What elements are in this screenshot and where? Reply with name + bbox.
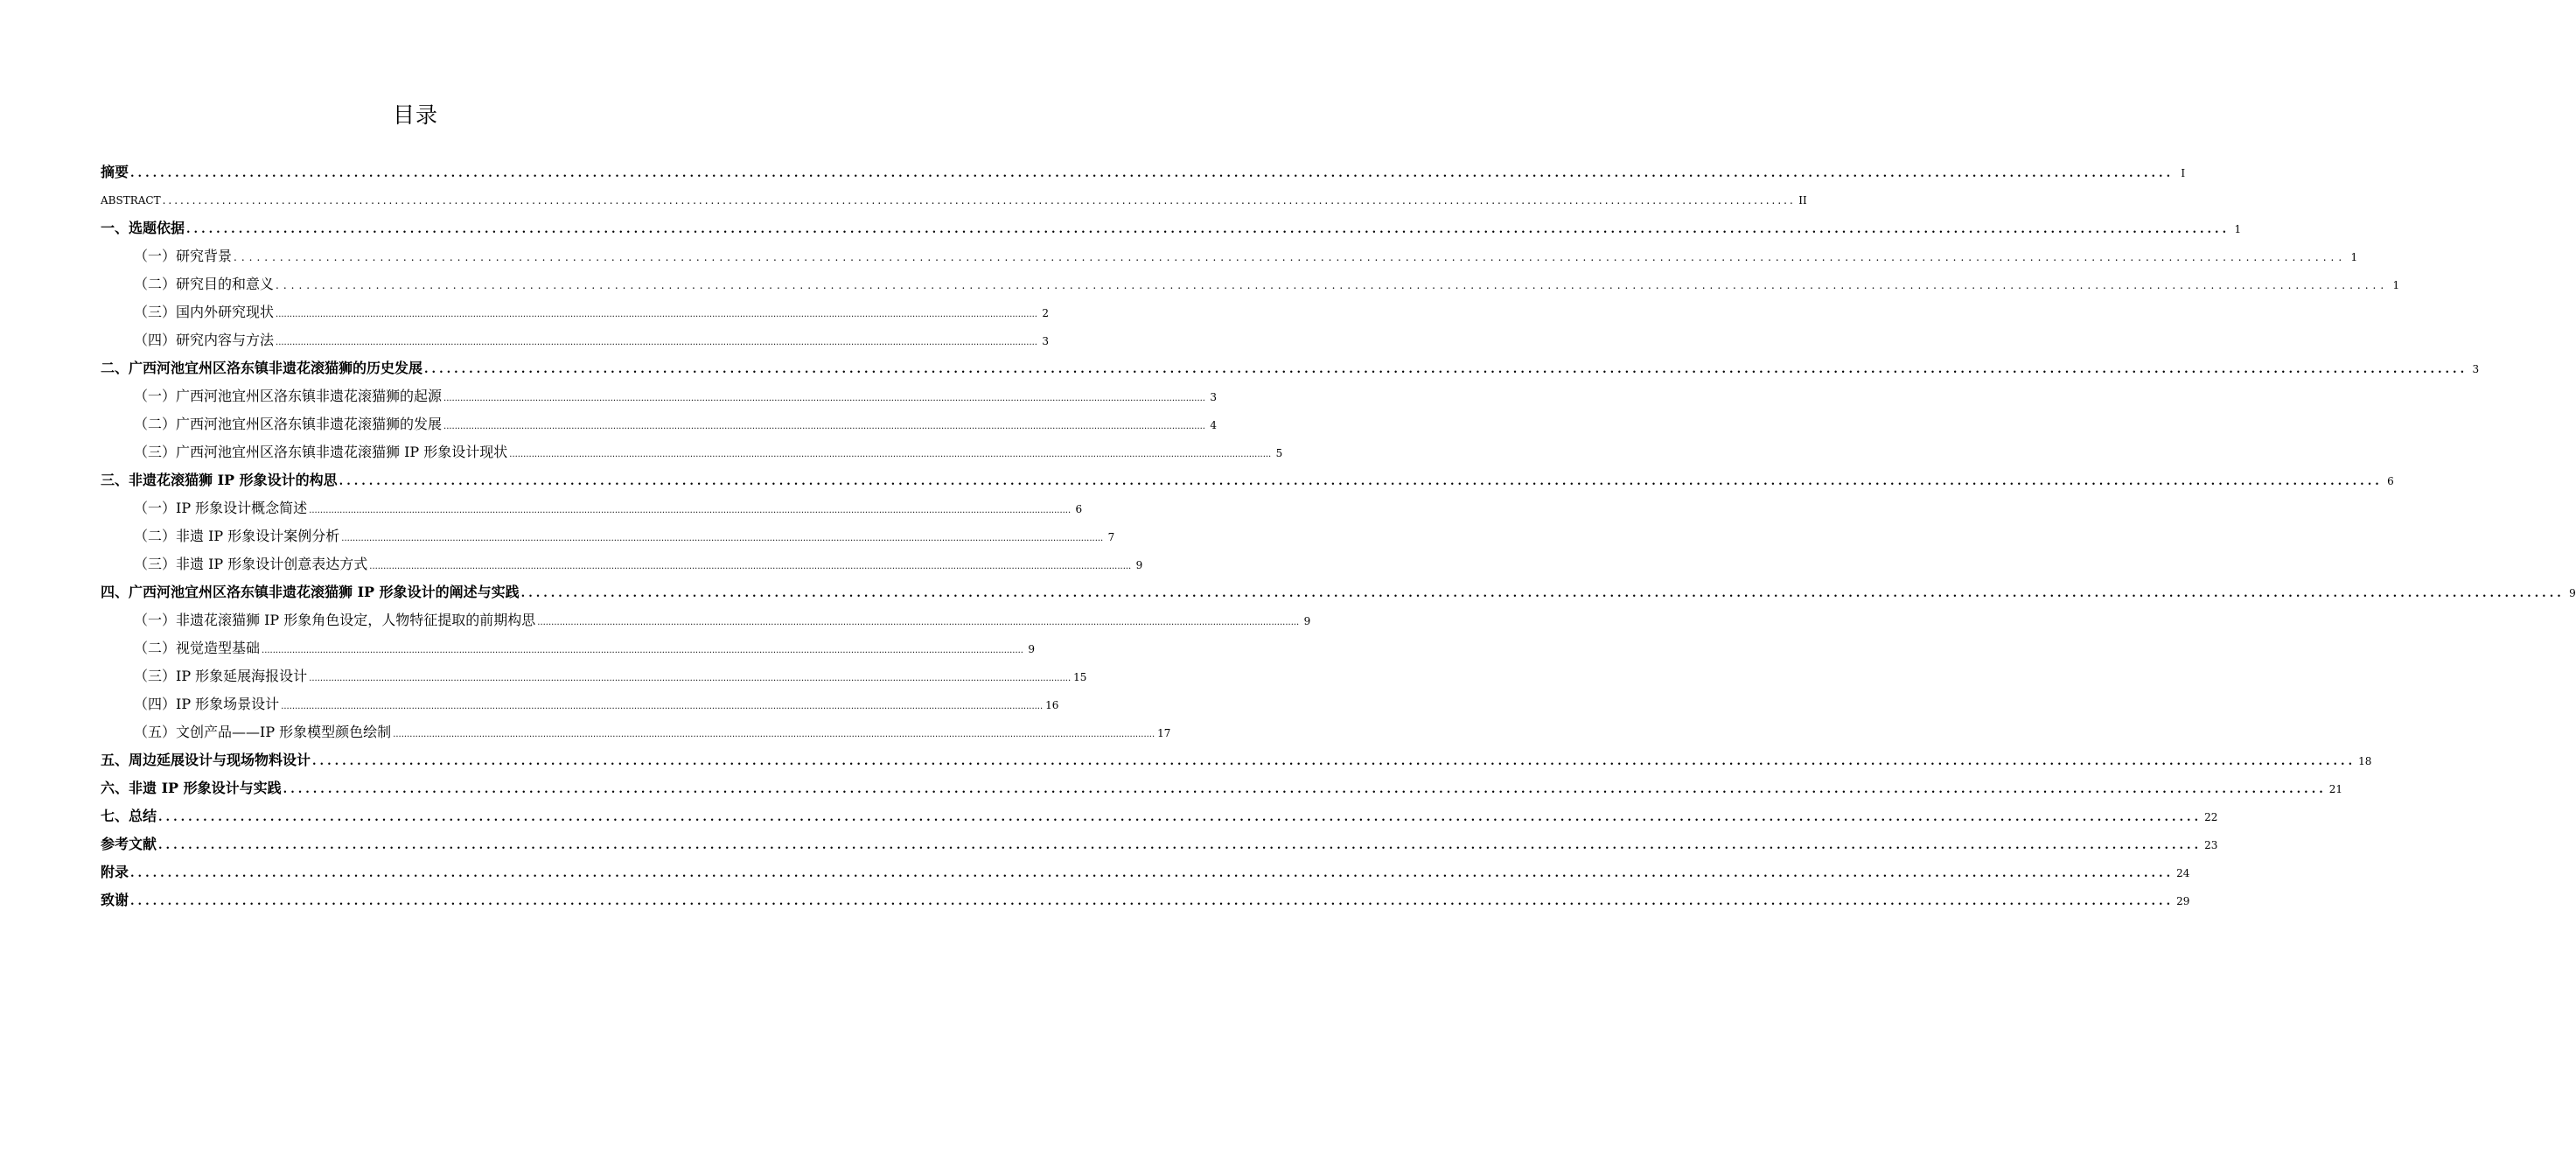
toc-entry[interactable]	[101, 886, 2190, 914]
toc-entry-page-number: 6	[2387, 475, 2394, 487]
toc-leader-dots: ..................................................................................................................................................................................................................................................................................	[130, 867, 2175, 880]
toc-entry-page-number: 9	[1135, 559, 1143, 571]
toc-entry-page-number: 23	[2204, 839, 2218, 851]
toc-leader-dots: ..................................................................................................................................................................................................................................................................................	[424, 363, 2468, 376]
toc-leader-dots: ..................................................................................................................................................................................................................................................................................	[393, 730, 1155, 739]
toc-entry-page-number: 6	[1075, 503, 1083, 515]
toc-entry-label: ABSTRACT	[101, 194, 161, 206]
toc-entry-label: （一）IP 形象设计概念简述	[134, 500, 308, 516]
toc-entry-label: 四、广西河池宜州区洛东镇非遗花滚猫狮 IP 形象设计的阐述与实践	[101, 584, 520, 600]
toc-entry-page-number: 3	[1042, 335, 1049, 347]
toc-entry[interactable]	[101, 186, 1807, 214]
toc-leader-dots: ..................................................................................................................................................................................................................................................................................	[262, 646, 1023, 655]
toc-entry-label: （二）广西河池宜州区洛东镇非遗花滚猫狮的发展	[134, 416, 443, 432]
toc-entry-label: （三）国内外研究现状	[134, 304, 275, 320]
toc-entry-label: 六、非遗 IP 形象设计与实践	[101, 780, 282, 796]
toc-leader-dots: ..................................................................................................................................................................................................................................................................................	[276, 279, 2389, 291]
toc-entry[interactable]	[101, 410, 1217, 438]
toc-entry-page-number: 9	[2569, 587, 2576, 599]
toc-entry-page-number: 5	[1275, 447, 1283, 459]
toc-entry-page-number: 1	[2350, 251, 2358, 263]
table-of-contents	[101, 158, 2576, 914]
toc-entry[interactable]	[101, 522, 1115, 550]
toc-leader-dots: ..................................................................................................................................................................................................................................................................................	[520, 587, 2565, 600]
toc-leader-dots: ..................................................................................................................................................................................................................................................................................	[130, 895, 2175, 908]
toc-leader-dots: ..................................................................................................................................................................................................................................................................................	[283, 783, 2327, 796]
toc-leader-dots: ..................................................................................................................................................................................................................................................................................	[537, 618, 1300, 627]
toc-entry-label: 七、总结	[101, 808, 157, 824]
toc-leader-dots: ..................................................................................................................................................................................................................................................................................	[443, 394, 1205, 403]
toc-entry-label: 一、选题依据	[101, 220, 185, 236]
toc-leader-dots: ..................................................................................................................................................................................................................................................................................	[130, 167, 2175, 180]
toc-entry-page-number: 24	[2176, 867, 2190, 879]
toc-leader-dots: ..................................................................................................................................................................................................................................................................................	[158, 811, 2203, 824]
toc-entry-label: （三）广西河池宜州区洛东镇非遗花滚猫狮 IP 形象设计现状	[134, 444, 508, 460]
toc-entry-label: 摘要	[101, 164, 129, 180]
toc-entry-page-number: 15	[1073, 671, 1087, 683]
toc-leader-dots: ..................................................................................................................................................................................................................................................................................	[341, 534, 1104, 543]
toc-entry[interactable]	[101, 214, 2242, 242]
toc-entry-page-number: 18	[2358, 755, 2372, 767]
toc-entry[interactable]	[101, 326, 1049, 354]
toc-entry-page-number: 29	[2176, 895, 2190, 907]
toc-entry-page-number: 16	[1045, 699, 1059, 711]
toc-entry-page-number: I	[2181, 167, 2186, 179]
toc-leader-dots: ..................................................................................................................................................................................................................................................................................	[443, 422, 1205, 431]
toc-entry[interactable]	[101, 466, 2394, 494]
toc-entry[interactable]	[101, 550, 1143, 578]
toc-entry-page-number: 9	[1303, 615, 1311, 627]
toc-leader-dots: ..................................................................................................................................................................................................................................................................................	[509, 450, 1272, 459]
toc-entry-label: （一）广西河池宜州区洛东镇非遗花滚猫狮的起源	[134, 388, 443, 404]
toc-entry-label: （一）研究背景	[134, 248, 233, 264]
toc-entry[interactable]	[101, 802, 2218, 830]
toc-entry-page-number: 7	[1107, 531, 1115, 543]
toc-entry-label: （三）非遗 IP 形象设计创意表达方式	[134, 556, 368, 572]
toc-entry[interactable]	[101, 354, 2480, 382]
toc-entry-label: （二）非遗 IP 形象设计案例分析	[134, 528, 340, 544]
toc-entry-label: （一）非遗花滚猫狮 IP 形象角色设定，人物特征提取的前期构思	[134, 612, 536, 628]
toc-entry-page-number: 22	[2204, 811, 2218, 823]
toc-entry-label: （四）IP 形象场景设计	[134, 696, 280, 712]
toc-entry[interactable]	[101, 242, 2358, 270]
toc-leader-dots: ..................................................................................................................................................................................................................................................................................	[369, 562, 1132, 571]
toc-entry[interactable]	[101, 298, 1049, 326]
toc-leader-dots: ..................................................................................................................................................................................................................................................................................	[312, 755, 2356, 768]
toc-entry[interactable]	[101, 382, 1217, 410]
toc-entry-label: 三、非遗花滚猫狮 IP 形象设计的构思	[101, 472, 338, 488]
toc-entry[interactable]	[101, 858, 2190, 886]
toc-entry-page-number: II	[1798, 194, 1807, 206]
toc-leader-dots: ..................................................................................................................................................................................................................................................................................	[234, 251, 2347, 263]
toc-entry-page-number: 1	[2234, 223, 2242, 235]
toc-entry[interactable]	[101, 606, 1311, 634]
toc-entry[interactable]	[101, 690, 1059, 718]
toc-entry-label: 五、周边延展设计与现场物料设计	[101, 752, 311, 768]
toc-entry[interactable]	[101, 774, 2343, 802]
toc-leader-dots: ..................................................................................................................................................................................................................................................................................	[158, 839, 2203, 852]
toc-entry-label: （二）视觉造型基础	[134, 640, 261, 656]
toc-entry[interactable]	[101, 438, 1283, 466]
toc-leader-dots: ..................................................................................................................................................................................................................................................................................	[339, 475, 2383, 488]
toc-entry-label: 二、广西河池宜州区洛东镇非遗花滚猫狮的历史发展	[101, 360, 423, 376]
toc-leader-dots: ..................................................................................................................................................................................................................................................................................	[309, 674, 1072, 683]
toc-entry-label: 附录	[101, 864, 129, 880]
toc-entry-page-number: 9	[1028, 643, 1035, 655]
toc-entry[interactable]	[101, 634, 1035, 662]
toc-entry-page-number: 3	[2472, 363, 2480, 375]
toc-entry-page-number: 2	[1042, 307, 1049, 319]
toc-entry[interactable]	[101, 746, 2372, 774]
toc-entry[interactable]	[101, 158, 2186, 186]
toc-entry-page-number: 1	[2392, 279, 2400, 291]
toc-entry[interactable]	[101, 494, 1083, 522]
toc-leader-dots: ..................................................................................................................................................................................................................................................................................	[309, 506, 1072, 515]
toc-leader-dots: ..................................................................................................................................................................................................................................................................................	[162, 194, 1796, 206]
toc-leader-dots: ..................................................................................................................................................................................................................................................................................	[276, 338, 1037, 347]
toc-title: 目录	[392, 102, 438, 128]
toc-entry-label: （二）研究目的和意义	[134, 276, 275, 292]
toc-entry-label: （四）研究内容与方法	[134, 332, 275, 348]
toc-leader-dots: ..................................................................................................................................................................................................................................................................................	[186, 223, 2230, 236]
toc-leader-dots: ..................................................................................................................................................................................................................................................................................	[276, 310, 1037, 319]
toc-entry[interactable]	[101, 662, 1087, 690]
toc-entry-label: 参考文献	[101, 836, 157, 852]
toc-entry-page-number: 3	[1210, 391, 1217, 403]
toc-entry[interactable]	[101, 718, 1171, 746]
toc-entry-label: 致谢	[101, 892, 129, 908]
toc-entry[interactable]	[101, 270, 2400, 298]
toc-entry-page-number: 4	[1210, 419, 1217, 431]
toc-entry[interactable]	[101, 830, 2218, 858]
toc-entry-page-number: 21	[2328, 783, 2343, 795]
toc-entry-label: （五）文创产品——IP 形象模型颜色绘制	[134, 724, 392, 740]
toc-leader-dots: ..................................................................................................................................................................................................................................................................................	[281, 702, 1044, 711]
toc-entry-page-number: 17	[1157, 727, 1171, 739]
toc-entry[interactable]	[101, 578, 2576, 606]
toc-entry-label: （三）IP 形象延展海报设计	[134, 668, 308, 684]
